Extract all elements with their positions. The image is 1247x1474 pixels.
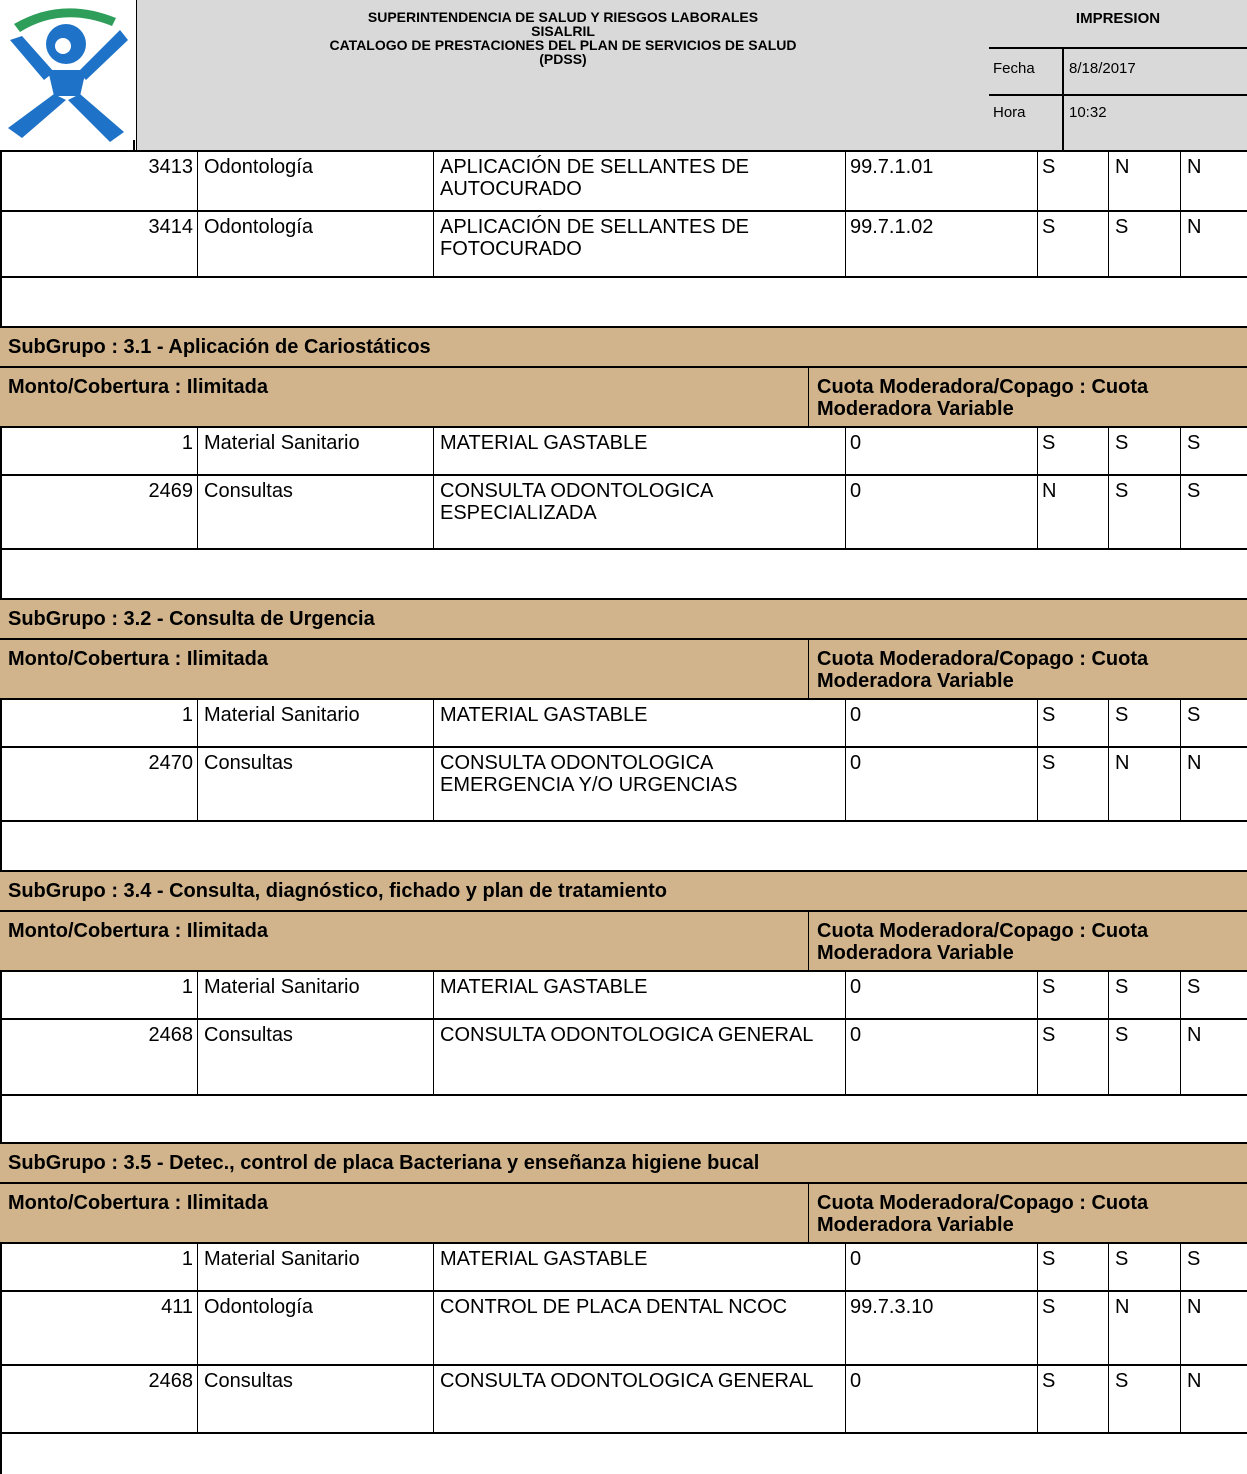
row-id: 1 <box>181 1248 193 1270</box>
row-flag-3: S <box>1180 1244 1247 1290</box>
row-description: CONSULTA ODONTOLOGICA ESPECIALIZADA <box>433 476 845 548</box>
divider <box>989 94 1247 96</box>
row-flag-3: N <box>1180 152 1247 210</box>
row-id: 411 <box>161 1296 193 1318</box>
logo-right-arm <box>78 30 128 80</box>
row-code: 0 <box>845 476 1037 548</box>
table-row <box>0 152 1247 212</box>
row-description: APLICACIÓN DE SELLANTES DE AUTOCURADO <box>433 152 845 210</box>
row-description: MATERIAL GASTABLE <box>433 428 845 474</box>
row-category: Consultas <box>197 1366 433 1432</box>
row-id: 3414 <box>148 216 193 238</box>
impresion-label: IMPRESION <box>1075 10 1161 27</box>
divider <box>989 47 1247 49</box>
row-description: MATERIAL GASTABLE <box>433 1244 845 1290</box>
row-flag-3: N <box>1180 212 1247 276</box>
table-row <box>0 1020 1247 1096</box>
row-flag-2: S <box>1108 1244 1180 1290</box>
row-flag-2: S <box>1108 972 1180 1018</box>
row-description: MATERIAL GASTABLE <box>433 972 845 1018</box>
row-code: 0 <box>845 1244 1037 1290</box>
subgroup-header: SubGrupo : 3.4 - Consulta, diagnóstico, fichado y plan de tratamiento <box>0 870 1247 912</box>
subgroup-header: SubGrupo : 3.5 - Detec., control de placa Bacteriana y enseñanza higiene bucal <box>0 1142 1247 1184</box>
logo-left-leg <box>8 94 66 138</box>
row-flag-3: S <box>1180 700 1247 746</box>
row-id: 1 <box>181 432 193 454</box>
row-flag-1: S <box>1037 1366 1108 1432</box>
row-code: 0 <box>845 428 1037 474</box>
title-line-1: SUPERINTENDENCIA DE SALUD Y RIESGOS LABORALES <box>367 9 759 25</box>
row-id: 2469 <box>148 480 193 502</box>
monto-cobertura: Monto/Cobertura : Ilimitada <box>8 920 268 942</box>
table-row <box>0 748 1247 822</box>
table-row <box>0 1366 1247 1434</box>
hora-label: Hora <box>993 104 1026 121</box>
row-description: CONSULTA ODONTOLOGICA GENERAL <box>433 1366 845 1432</box>
row-category: Material Sanitario <box>197 972 433 1018</box>
row-flag-3: S <box>1180 428 1247 474</box>
row-id: 2468 <box>148 1370 193 1392</box>
impresion-box <box>989 0 1247 150</box>
row-description: CONSULTA ODONTOLOGICA GENERAL <box>433 1020 845 1094</box>
hora-value: 10:32 <box>1069 104 1107 121</box>
row-category: Odontología <box>197 152 433 210</box>
row-flag-2: S <box>1108 212 1180 276</box>
row-description: APLICACIÓN DE SELLANTES DE FOTOCURADO <box>433 212 845 276</box>
row-category: Consultas <box>197 1020 433 1094</box>
fecha-label: Fecha <box>993 60 1035 77</box>
monto-cobertura: Monto/Cobertura : Ilimitada <box>8 376 268 398</box>
cuota-moderadora: Cuota Moderadora/Copago : Cuota Moderadora Variable <box>808 640 1247 698</box>
row-flag-3: S <box>1180 972 1247 1018</box>
row-id: 3413 <box>148 156 193 178</box>
row-flag-2: S <box>1108 428 1180 474</box>
row-flag-2: S <box>1108 476 1180 548</box>
row-flag-1: S <box>1037 748 1108 820</box>
row-flag-2: S <box>1108 700 1180 746</box>
row-code: 0 <box>845 972 1037 1018</box>
table-row <box>0 212 1247 278</box>
row-flag-3: N <box>1180 748 1247 820</box>
row-code: 99.7.1.02 <box>845 212 1037 276</box>
row-flag-2: S <box>1108 1020 1180 1094</box>
table-row <box>0 428 1247 476</box>
row-flag-1: S <box>1037 152 1108 210</box>
sisalril-logo <box>0 0 134 150</box>
row-code: 99.7.1.01 <box>845 152 1037 210</box>
title-line-3: CATALOGO DE PRESTACIONES DEL PLAN DE SERVICIOS DE SALUD <box>329 37 797 53</box>
title-line-2: SISALRIL <box>531 23 595 39</box>
row-code: 0 <box>845 1020 1037 1094</box>
row-code: 99.7.3.10 <box>845 1292 1037 1364</box>
row-flag-3: S <box>1180 476 1247 548</box>
row-id: 2468 <box>148 1024 193 1046</box>
coverage-row <box>0 912 1247 972</box>
row-flag-1: S <box>1037 428 1108 474</box>
row-category: Material Sanitario <box>197 700 433 746</box>
table-row <box>0 1244 1247 1292</box>
table-row <box>0 700 1247 748</box>
subgroup-header: SubGrupo : 3.2 - Consulta de Urgencia <box>0 598 1247 640</box>
cuota-moderadora: Cuota Moderadora/Copago : Cuota Moderadora Variable <box>808 1184 1247 1242</box>
logo-figure-icon <box>0 0 134 150</box>
row-category: Odontología <box>197 212 433 276</box>
row-flag-2: S <box>1108 1366 1180 1432</box>
monto-cobertura: Monto/Cobertura : Ilimitada <box>8 648 268 670</box>
cuota-moderadora: Cuota Moderadora/Copago : Cuota Moderadora Variable <box>808 368 1247 426</box>
row-flag-1: S <box>1037 212 1108 276</box>
row-flag-2: N <box>1108 748 1180 820</box>
coverage-row <box>0 1184 1247 1244</box>
row-flag-1: S <box>1037 1020 1108 1094</box>
row-flag-1: S <box>1037 1244 1108 1290</box>
row-flag-2: N <box>1108 1292 1180 1364</box>
table-row <box>0 1292 1247 1366</box>
logo-body <box>48 70 86 96</box>
row-flag-3: N <box>1180 1020 1247 1094</box>
row-flag-3: N <box>1180 1292 1247 1364</box>
row-category: Consultas <box>197 748 433 820</box>
table-row <box>0 476 1247 550</box>
coverage-row <box>0 368 1247 428</box>
subgroup-header: SubGrupo : 3.1 - Aplicación de Cariostáticos <box>0 326 1247 368</box>
row-flag-1: N <box>1037 476 1108 548</box>
title-line-4: (PDSS) <box>539 51 587 67</box>
row-category: Material Sanitario <box>197 428 433 474</box>
row-code: 0 <box>845 700 1037 746</box>
row-flag-1: S <box>1037 700 1108 746</box>
report-header <box>0 0 1247 152</box>
row-id: 1 <box>181 704 193 726</box>
row-flag-1: S <box>1037 972 1108 1018</box>
row-id: 2470 <box>148 752 193 774</box>
row-code: 0 <box>845 748 1037 820</box>
coverage-row <box>0 640 1247 700</box>
divider <box>1062 48 1064 150</box>
logo-eye <box>55 38 71 54</box>
row-flag-2: N <box>1108 152 1180 210</box>
logo-right-leg <box>68 94 124 142</box>
fecha-value: 8/18/2017 <box>1069 60 1136 77</box>
row-id: 1 <box>181 976 193 998</box>
cuota-moderadora: Cuota Moderadora/Copago : Cuota Moderadora Variable <box>808 912 1247 970</box>
row-flag-1: S <box>1037 1292 1108 1364</box>
report-title <box>136 0 990 150</box>
row-code: 0 <box>845 1366 1037 1432</box>
table-row <box>0 972 1247 1020</box>
row-description: CONSULTA ODONTOLOGICA EMERGENCIA Y/O URGENCIAS <box>433 748 845 820</box>
row-flag-3: N <box>1180 1366 1247 1432</box>
row-category: Consultas <box>197 476 433 548</box>
monto-cobertura: Monto/Cobertura : Ilimitada <box>8 1192 268 1214</box>
row-category: Material Sanitario <box>197 1244 433 1290</box>
row-description: CONTROL DE PLACA DENTAL NCOC <box>433 1292 845 1364</box>
row-description: MATERIAL GASTABLE <box>433 700 845 746</box>
row-category: Odontología <box>197 1292 433 1364</box>
